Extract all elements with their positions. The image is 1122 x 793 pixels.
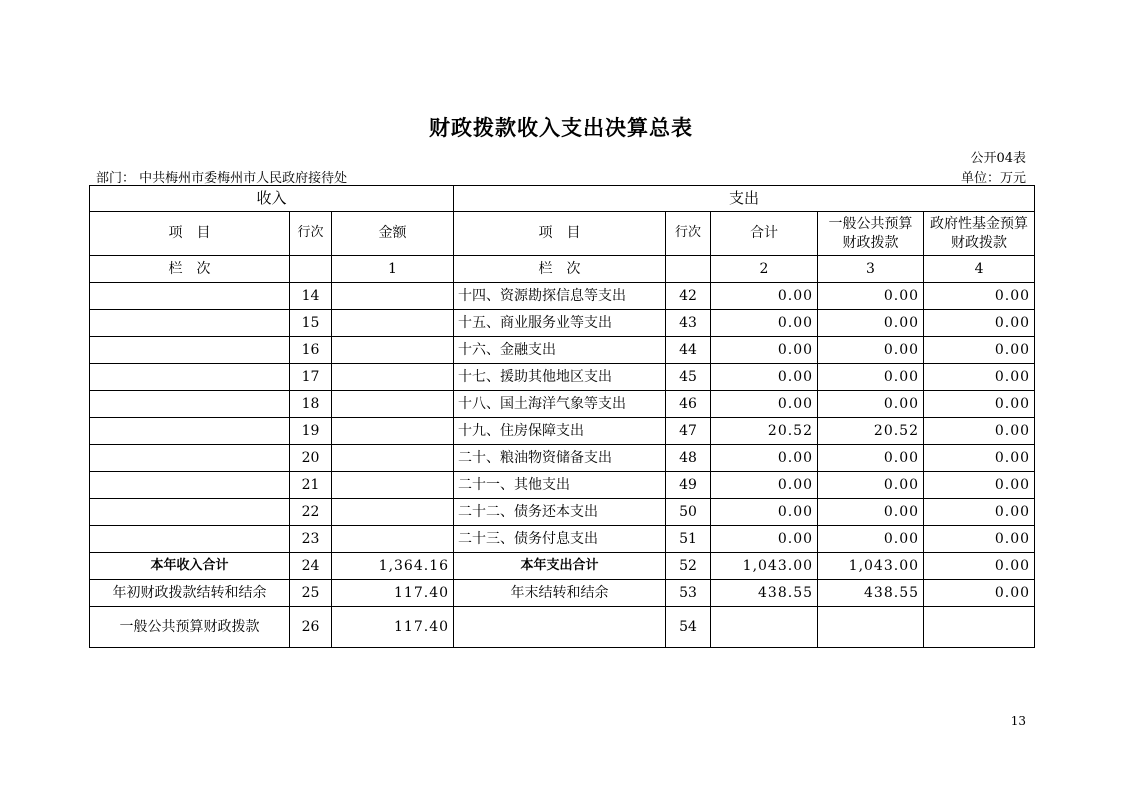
expense-item-cell: 十七、援助其他地区支出 bbox=[454, 364, 666, 391]
income-item-cell: 本年收入合计 bbox=[90, 553, 290, 580]
total-cell: 0.00 bbox=[711, 337, 818, 364]
general-budget-cell: 0.00 bbox=[818, 391, 924, 418]
income-item-cell bbox=[90, 364, 290, 391]
expense-line-cell: 48 bbox=[666, 445, 711, 472]
expense-item-cell: 二十三、债务付息支出 bbox=[454, 526, 666, 553]
income-line-cell: 18 bbox=[290, 391, 332, 418]
income-item-cell bbox=[90, 526, 290, 553]
expense-line-cell: 50 bbox=[666, 499, 711, 526]
total-cell: 0.00 bbox=[711, 310, 818, 337]
fund-budget-cell: 0.00 bbox=[924, 580, 1035, 607]
income-line-cell: 19 bbox=[290, 418, 332, 445]
expense-item-cell: 二十一、其他支出 bbox=[454, 472, 666, 499]
table-row bbox=[90, 445, 1035, 472]
page-title: 财政拨款收入支出决算总表 bbox=[429, 115, 693, 140]
income-item-cell: 年初财政拨款结转和结余 bbox=[90, 580, 290, 607]
income-line-cell: 23 bbox=[290, 526, 332, 553]
income-amount-cell bbox=[332, 445, 454, 472]
general-budget-cell: 20.52 bbox=[818, 418, 924, 445]
income-item-cell bbox=[90, 391, 290, 418]
fund-budget-cell: 0.00 bbox=[924, 364, 1035, 391]
income-amount-cell bbox=[332, 418, 454, 445]
table-row bbox=[90, 310, 1035, 337]
income-amount-cell bbox=[332, 499, 454, 526]
expense-item-cell: 十五、商业服务业等支出 bbox=[454, 310, 666, 337]
general-budget-cell: 0.00 bbox=[818, 499, 924, 526]
table-row bbox=[90, 499, 1035, 526]
income-line-cell: 16 bbox=[290, 337, 332, 364]
income-line-cell: 24 bbox=[290, 553, 332, 580]
expense-line-cell: 43 bbox=[666, 310, 711, 337]
general-budget-cell: 0.00 bbox=[818, 337, 924, 364]
income-line-index bbox=[290, 256, 332, 283]
table-row bbox=[90, 391, 1035, 418]
total-index: 2 bbox=[711, 256, 818, 283]
unit-label: 单位：万元 bbox=[960, 171, 1026, 186]
income-amount-header: 金额 bbox=[332, 212, 454, 256]
form-code: 公开04表 bbox=[970, 151, 1026, 166]
department-label: 部门： 中共梅州市委梅州市人民政府接待处 bbox=[96, 171, 348, 186]
fund-budget-cell: 0.00 bbox=[924, 418, 1035, 445]
column-index-row bbox=[90, 256, 1035, 283]
total-header: 合计 bbox=[711, 212, 818, 256]
fund-budget-cell: 0.00 bbox=[924, 310, 1035, 337]
column-header-row bbox=[90, 212, 1035, 256]
expense-item-cell: 本年支出合计 bbox=[454, 553, 666, 580]
expense-item-cell: 十六、金融支出 bbox=[454, 337, 666, 364]
general-budget-cell: 0.00 bbox=[818, 283, 924, 310]
general-budget-cell: 0.00 bbox=[818, 472, 924, 499]
total-cell: 0.00 bbox=[711, 499, 818, 526]
income-line-header: 行次 bbox=[290, 212, 332, 256]
expense-line-header: 行次 bbox=[666, 212, 711, 256]
budget-summary-table bbox=[89, 185, 1035, 648]
fund-budget-cell: 0.00 bbox=[924, 553, 1035, 580]
expense-line-cell: 53 bbox=[666, 580, 711, 607]
table-row bbox=[90, 472, 1035, 499]
expense-group-header: 支出 bbox=[454, 186, 1035, 212]
expense-item-cell: 二十、粮油物资储备支出 bbox=[454, 445, 666, 472]
income-amount-cell bbox=[332, 364, 454, 391]
expense-line-cell: 47 bbox=[666, 418, 711, 445]
expense-line-index bbox=[666, 256, 711, 283]
table-row bbox=[90, 364, 1035, 391]
general-budget-header: 一般公共预算财政拨款 bbox=[818, 212, 924, 256]
expense-line-cell: 54 bbox=[666, 607, 711, 648]
expense-item-cell: 年末结转和结余 bbox=[454, 580, 666, 607]
general-budget-cell: 0.00 bbox=[818, 364, 924, 391]
income-item-cell bbox=[90, 283, 290, 310]
annual-total-row bbox=[90, 553, 1035, 580]
income-amount-cell: 1,364.16 bbox=[332, 553, 454, 580]
table-row bbox=[90, 337, 1035, 364]
fund-budget-cell: 0.00 bbox=[924, 391, 1035, 418]
expense-line-cell: 51 bbox=[666, 526, 711, 553]
total-cell: 438.55 bbox=[711, 580, 818, 607]
expense-line-cell: 49 bbox=[666, 472, 711, 499]
general-budget-cell: 0.00 bbox=[818, 526, 924, 553]
expense-line-cell: 44 bbox=[666, 337, 711, 364]
income-amount-cell bbox=[332, 472, 454, 499]
income-item-cell: 一般公共预算财政拨款 bbox=[90, 607, 290, 648]
table-row bbox=[90, 283, 1035, 310]
expense-line-cell: 46 bbox=[666, 391, 711, 418]
total-cell: 0.00 bbox=[711, 445, 818, 472]
income-amount-cell: 117.40 bbox=[332, 580, 454, 607]
expense-item-cell: 二十二、债务还本支出 bbox=[454, 499, 666, 526]
income-item-cell bbox=[90, 445, 290, 472]
income-amount-cell bbox=[332, 337, 454, 364]
income-index-label: 栏 次 bbox=[90, 256, 290, 283]
fund-budget-cell: 0.00 bbox=[924, 499, 1035, 526]
general-budget-cell bbox=[818, 607, 924, 648]
fund-index: 4 bbox=[924, 256, 1035, 283]
income-line-cell: 25 bbox=[290, 580, 332, 607]
income-item-cell bbox=[90, 499, 290, 526]
income-amount-cell: 117.40 bbox=[332, 607, 454, 648]
expense-item-cell: 十四、资源勘探信息等支出 bbox=[454, 283, 666, 310]
fund-budget-cell bbox=[924, 607, 1035, 648]
income-amount-cell bbox=[332, 391, 454, 418]
income-amount-cell bbox=[332, 526, 454, 553]
fund-budget-header: 政府性基金预算财政拨款 bbox=[924, 212, 1035, 256]
total-cell: 0.00 bbox=[711, 283, 818, 310]
income-line-cell: 26 bbox=[290, 607, 332, 648]
expense-item-cell: 十九、住房保障支出 bbox=[454, 418, 666, 445]
fund-budget-cell: 0.00 bbox=[924, 526, 1035, 553]
fund-budget-cell: 0.00 bbox=[924, 337, 1035, 364]
group-header-row bbox=[90, 186, 1035, 212]
general-index: 3 bbox=[818, 256, 924, 283]
income-line-cell: 22 bbox=[290, 499, 332, 526]
income-item-cell bbox=[90, 418, 290, 445]
general-budget-carryover-row bbox=[90, 607, 1035, 648]
income-line-cell: 21 bbox=[290, 472, 332, 499]
income-item-cell bbox=[90, 472, 290, 499]
carryover-row bbox=[90, 580, 1035, 607]
expense-item-cell bbox=[454, 607, 666, 648]
income-amount-cell bbox=[332, 310, 454, 337]
table-row bbox=[90, 526, 1035, 553]
fund-budget-cell: 0.00 bbox=[924, 283, 1035, 310]
table-row bbox=[90, 418, 1035, 445]
amount-index: 1 bbox=[332, 256, 454, 283]
income-item-header: 项 目 bbox=[90, 212, 290, 256]
general-budget-cell: 0.00 bbox=[818, 445, 924, 472]
expense-line-cell: 42 bbox=[666, 283, 711, 310]
expense-item-cell: 十八、国土海洋气象等支出 bbox=[454, 391, 666, 418]
expense-index-label: 栏 次 bbox=[454, 256, 666, 283]
income-item-cell bbox=[90, 310, 290, 337]
income-group-header: 收入 bbox=[90, 186, 454, 212]
fund-budget-cell: 0.00 bbox=[924, 445, 1035, 472]
total-cell: 0.00 bbox=[711, 526, 818, 553]
expense-line-cell: 52 bbox=[666, 553, 711, 580]
total-cell: 0.00 bbox=[711, 391, 818, 418]
general-budget-cell: 0.00 bbox=[818, 310, 924, 337]
income-line-cell: 14 bbox=[290, 283, 332, 310]
expense-line-cell: 45 bbox=[666, 364, 711, 391]
expense-item-header: 项 目 bbox=[454, 212, 666, 256]
income-line-cell: 17 bbox=[290, 364, 332, 391]
income-amount-cell bbox=[332, 283, 454, 310]
total-cell bbox=[711, 607, 818, 648]
general-budget-cell: 1,043.00 bbox=[818, 553, 924, 580]
total-cell: 0.00 bbox=[711, 472, 818, 499]
total-cell: 20.52 bbox=[711, 418, 818, 445]
total-cell: 0.00 bbox=[711, 364, 818, 391]
general-budget-cell: 438.55 bbox=[818, 580, 924, 607]
income-item-cell bbox=[90, 337, 290, 364]
income-line-cell: 20 bbox=[290, 445, 332, 472]
total-cell: 1,043.00 bbox=[711, 553, 818, 580]
income-line-cell: 15 bbox=[290, 310, 332, 337]
fund-budget-cell: 0.00 bbox=[924, 472, 1035, 499]
page-number: 13 bbox=[1010, 714, 1026, 728]
